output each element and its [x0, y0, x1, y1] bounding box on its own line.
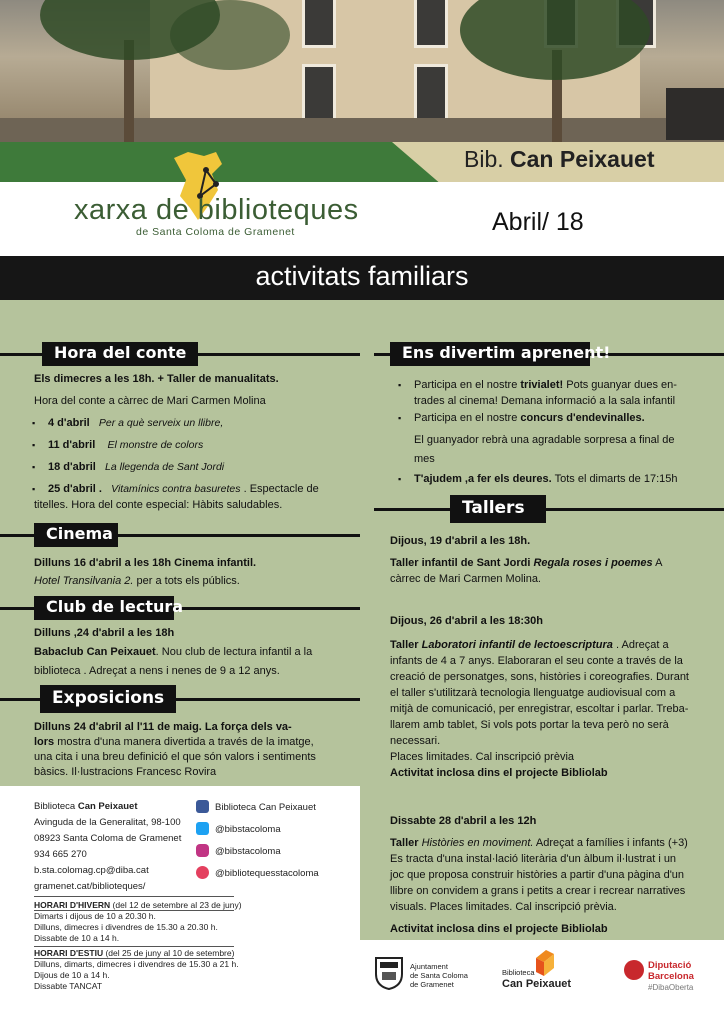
page-title: activitats familiars: [255, 261, 469, 291]
summer-line: Dilluns, dimarts, dimecres i divendres de 15.30 a 21 h.: [34, 959, 239, 969]
footer-logos: Ajuntament de Santa Coloma de Gramenet Biblioteca Can Peixauet Diputació Barcelona #DibaOberta: [360, 940, 724, 1024]
footer-address: Avinguda de la Generalitat, 98-100: [34, 817, 181, 828]
summer-line: Dijous de 10 a 14 h.: [34, 970, 110, 980]
instagram-icon: [196, 844, 209, 857]
social-web[interactable]: @bibliotequesstacoloma: [196, 866, 319, 879]
section-heading: Hora del conte: [42, 342, 198, 366]
summer-line: Dissabte TANCAT: [34, 981, 103, 991]
title-bar: [0, 256, 724, 300]
section-divertim-head: [374, 342, 724, 366]
section-hora-conte-head: [0, 342, 360, 366]
month-label: Abril/ 18: [492, 208, 584, 236]
ajuntament-shield-icon: [374, 954, 404, 990]
section-tallers-head: [374, 495, 724, 523]
divider: [34, 896, 234, 897]
expo-line1: Dilluns 24 d'abril al l'11 de maig. La força dels va-: [34, 721, 292, 733]
footer-phone: 934 665 270: [34, 849, 87, 860]
winter-line: Dilluns, dimecres i divendres de 15.30 a 20.30 h.: [34, 922, 218, 932]
book-logo-icon: [536, 950, 554, 976]
section-club-head: [0, 596, 360, 620]
list-item: ▪ Participa en el nostre trivialet! Pots guanyar dues en-: [414, 378, 677, 394]
taller1-line2: càrrec de Mari Carmen Molina.: [390, 573, 541, 585]
list-item: ▪ 18 d'abril La llegenda de Sant Jordi: [48, 460, 224, 476]
section-heading: Ens divertim aprenent!: [390, 342, 590, 366]
club-line1: Dilluns ,24 d'abril a les 18h: [34, 627, 175, 639]
taller2-line: llarem amb tablet, Si vols pots portar la teva però no serà: [390, 719, 669, 731]
expo-line4: bàsics. Il·lustracions Francesc Rovira: [34, 766, 217, 778]
expo-line2: lors mostra d'una manera divertida a través de la imatge,: [34, 736, 314, 748]
logo-name: xarxa de biblioteques: [74, 194, 359, 226]
section-heading: Tallers: [450, 495, 546, 523]
club-line3: biblioteca . Adreçat a nens i nenes de 9 a 12 anys.: [34, 665, 280, 677]
footer-email[interactable]: b.sta.colomag.cp@diba.cat: [34, 865, 149, 876]
taller2-line: el taller s'utilitzarà tecnologia llenguatge audiovisual com a: [390, 687, 676, 699]
winter-title: HORARI D'HIVERN (del 12 de setembre al 23 de juny): [34, 900, 242, 910]
taller3-line: joc que proposa construir històries a partir d'una pàgina d'un: [390, 869, 685, 881]
list-item: ▪ Participa en el nostre concurs d'endevinalles.: [414, 411, 645, 427]
diba-logo-text: Diputació Barcelona #DibaOberta: [648, 960, 694, 992]
taller3-note: Activitat inclosa dins el projecte Bibliolab: [390, 923, 608, 935]
footer-city: 08923 Santa Coloma de Gramenet: [34, 833, 182, 844]
taller2-line: infants de 4 a 7 anys. Elaboraran el seu conte a través de la: [390, 655, 683, 667]
winter-line: Dimarts i dijous de 10 a 20.30 h.: [34, 911, 156, 921]
conte-item4-cont: titelles. Hora del conte especial: Hàbits saludables.: [34, 499, 283, 511]
footer-web[interactable]: gramenet.cat/biblioteques/: [34, 881, 146, 892]
twitter-icon: [196, 822, 209, 835]
expo-line3: una cita i una breu definició el que són valors i sentiments: [34, 751, 316, 763]
section-expo-head: [0, 685, 360, 713]
section-heading: Club de lectura: [34, 596, 174, 620]
taller3-line: llibre on convidem a grans i petits a crear i recrear narratives: [390, 885, 686, 897]
club-line2: Babaclub Can Peixauet. Nou club de lectura infantil a la: [34, 646, 313, 658]
header-photo: [0, 0, 724, 142]
footer-library: Biblioteca Can Peixauet: [34, 801, 138, 812]
taller3-line: visuals. Places limitades. Cal inscripció prèvia.: [390, 901, 617, 913]
logo-subtitle: de Santa Coloma de Gramenet: [136, 226, 295, 238]
divertim-b2-cont: El guanyador rebrà una agradable sorpresa a final de: [414, 434, 675, 446]
taller2-line: Places limitades. Cal inscripció prèvia: [390, 751, 575, 763]
section-heading: Cinema: [34, 523, 118, 547]
taller3-line1: Taller Històries en moviment. Adreçat a famílies i infants (+3): [390, 837, 688, 849]
taller3-date: Dissabte 28 d'abril a les 12h: [390, 815, 537, 827]
divertim-b2-cont2: mes: [414, 453, 435, 465]
social-facebook[interactable]: Biblioteca Can Peixauet: [196, 800, 316, 813]
library-name: Bib. Can Peixauet: [464, 146, 655, 172]
winter-line: Dissabte de 10 a 14 h.: [34, 933, 120, 943]
conte-intro: Els dimecres a les 18h. + Taller de manualitats.: [34, 373, 279, 385]
cinema-line1: Dilluns 16 d'abril a les 18h Cinema infantil.: [34, 557, 257, 569]
taller2-line1: Taller Laboratori infantil de lectoescriptura . Adreçat a: [390, 639, 669, 651]
list-item: ▪ 11 d'abril El monstre de colors: [48, 438, 203, 454]
facebook-icon: [196, 800, 209, 813]
footer-info: [0, 786, 360, 1024]
social-twitter[interactable]: @bibstacoloma: [196, 822, 281, 835]
taller2-note: Activitat inclosa dins el projecte Bibliolab: [390, 767, 608, 779]
ajuntament-logo-text: Ajuntament de Santa Coloma de Gramenet: [410, 962, 468, 989]
taller2-line: necessari.: [390, 735, 441, 747]
taller2-date: Dijous, 26 d'abril a les 18:30h: [390, 615, 544, 627]
taller2-line: mitjà de comunicació, per enregistrar, escoltar i parlar. Treba-: [390, 703, 689, 715]
taller2-line: creació de personatges, sons, històries i coreografies. Durant: [390, 671, 689, 683]
conte-by: Hora del conte a càrrec de Mari Carmen Molina: [34, 395, 266, 407]
taller3-line: Es tracta d'una instal·lació literària d'un àlbum il·lustrat i un: [390, 853, 677, 865]
section-cinema-head: [0, 523, 360, 547]
summer-title: HORARI D'ESTIU (del 25 de juny al 10 de setembre): [34, 948, 235, 958]
section-heading: Exposicions: [40, 685, 176, 713]
social-instagram[interactable]: @bibstacoloma: [196, 844, 281, 857]
taller1-line1: Taller infantil de Sant Jordi Regala roses i poemes A: [390, 557, 663, 569]
web-icon: [196, 866, 209, 879]
divertim-b1-cont: trades al cinema! Demana informació a la sala infantil: [414, 395, 676, 407]
cinema-line2: Hotel Transilvania 2. per a tots els públics.: [34, 575, 240, 587]
diba-seal-icon: [624, 960, 644, 980]
list-item: ▪ T'ajudem ,a fer els deures. Tots el dimarts de 17:15h: [414, 472, 678, 488]
list-item: ▪ 4 d'abril Per a què serveix un llibre,: [48, 416, 223, 432]
list-item: ▪ 25 d'abril . Vitamínics contra basuretes . Espectacle de: [48, 482, 319, 498]
taller1-date: Dijous, 19 d'abril a les 18h.: [390, 535, 531, 547]
